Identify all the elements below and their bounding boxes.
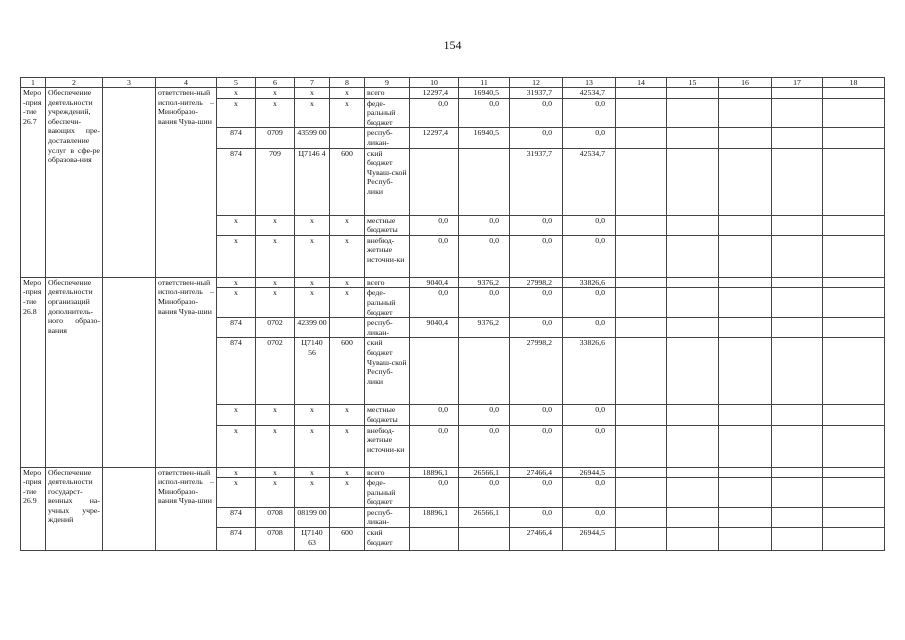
expense-group: 600 (330, 528, 365, 551)
target-article: х (295, 288, 330, 318)
empty-cell-col-15 (667, 98, 719, 128)
empty-cell-col-18 (823, 467, 885, 478)
amount-year-4: 0,0 (563, 98, 616, 128)
empty-cell-col-15 (667, 425, 719, 467)
grbs-code: х (217, 98, 256, 128)
empty-cell-col-16 (719, 277, 772, 288)
empty-cell-col-15 (667, 528, 719, 551)
funding-source: феде-ральный бюджет (365, 288, 410, 318)
amount-year-3: 0,0 (510, 235, 563, 277)
amount-year-2 (459, 148, 510, 215)
column-number-12: 12 (510, 78, 563, 88)
table-row (21, 88, 885, 99)
column-number-6: 6 (256, 78, 295, 88)
empty-cell-col-18 (823, 98, 885, 128)
expense-group (330, 318, 365, 338)
empty-cell-col-17 (772, 215, 823, 235)
column-number-15: 15 (667, 78, 719, 88)
amount-year-3: 27466,4 (510, 467, 563, 478)
target-article: х (295, 215, 330, 235)
amount-year-4: 42534,7 (563, 88, 616, 99)
measure-label: Меро-прия-тие 26.9 (21, 467, 46, 551)
column-number-13: 13 (563, 78, 616, 88)
empty-cell-col-17 (772, 277, 823, 288)
funding-source: всего (365, 277, 410, 288)
column-number-8: 8 (330, 78, 365, 88)
section-code: х (256, 467, 295, 478)
amount-year-1: 12297,4 (410, 88, 459, 99)
empty-cell-col-17 (772, 318, 823, 338)
expense-group: х (330, 98, 365, 128)
amount-year-4: 0,0 (563, 128, 616, 148)
target-article: х (295, 277, 330, 288)
section-code: х (256, 235, 295, 277)
section-code: х (256, 98, 295, 128)
funding-source: внебюд-жетные источни-ки (365, 235, 410, 277)
responsible-executor: ответствен-ный испол-нитель – Минобразо-вания Чува-шии (156, 88, 217, 278)
grbs-code: х (217, 467, 256, 478)
grbs-code: х (217, 288, 256, 318)
measure-title: Обеспечение деятельности государст-венных на-учных учре-ждений (46, 467, 103, 551)
empty-cell-col-16 (719, 338, 772, 405)
amount-year-3: 27998,2 (510, 338, 563, 405)
target-article: Ц7140 63 (295, 528, 330, 551)
target-article: х (295, 88, 330, 99)
amount-year-2: 9376,2 (459, 318, 510, 338)
amount-year-4: 0,0 (563, 235, 616, 277)
grbs-code: 874 (217, 338, 256, 405)
amount-year-1: 9040,4 (410, 318, 459, 338)
amount-year-1: 9040,4 (410, 277, 459, 288)
column-number-5: 5 (217, 78, 256, 88)
amount-year-3: 31937,7 (510, 148, 563, 215)
grbs-code: 874 (217, 318, 256, 338)
empty-cell-col-16 (719, 215, 772, 235)
column-number-10: 10 (410, 78, 459, 88)
empty-cell-col-15 (667, 215, 719, 235)
section-code: х (256, 215, 295, 235)
expense-group: 600 (330, 148, 365, 215)
empty-cell-col-14 (616, 88, 667, 99)
amount-year-4: 26944,5 (563, 528, 616, 551)
responsible-executor: ответствен-ный испол-нитель – Минобразо-вания Чува-шии (156, 467, 217, 551)
amount-year-3: 27998,2 (510, 277, 563, 288)
empty-cell-col-15 (667, 277, 719, 288)
amount-year-2: 0,0 (459, 405, 510, 425)
empty-cell-col-14 (616, 318, 667, 338)
section-code: х (256, 425, 295, 467)
measure-label: Меро-прия-тие 26.8 (21, 277, 46, 467)
empty-cell-col-16 (719, 128, 772, 148)
empty-cell-col-16 (719, 148, 772, 215)
amount-year-4: 42534,7 (563, 148, 616, 215)
amount-year-4: 0,0 (563, 425, 616, 467)
grbs-code: х (217, 215, 256, 235)
empty-cell-col-17 (772, 528, 823, 551)
amount-year-4: 0,0 (563, 405, 616, 425)
expense-group: х (330, 277, 365, 288)
expense-group: х (330, 288, 365, 318)
empty-cell-col-15 (667, 467, 719, 478)
empty-cell-col-17 (772, 338, 823, 405)
section-code: х (256, 405, 295, 425)
grbs-code: х (217, 88, 256, 99)
empty-cell-col-18 (823, 128, 885, 148)
expense-group: х (330, 405, 365, 425)
empty-cell (103, 88, 156, 278)
amount-year-2: 26566,1 (459, 467, 510, 478)
column-number-3: 3 (103, 78, 156, 88)
funding-source: всего (365, 88, 410, 99)
amount-year-3: 0,0 (510, 318, 563, 338)
empty-cell-col-17 (772, 98, 823, 128)
amount-year-3: 0,0 (510, 288, 563, 318)
funding-source: феде-ральный бюджет (365, 98, 410, 128)
empty-cell-col-14 (616, 148, 667, 215)
grbs-code: 874 (217, 507, 256, 527)
amount-year-2: 0,0 (459, 288, 510, 318)
amount-year-2: 0,0 (459, 98, 510, 128)
amount-year-3: 0,0 (510, 507, 563, 527)
target-article: 43599 00 (295, 128, 330, 148)
empty-cell-col-14 (616, 478, 667, 508)
amount-year-1: 18896,1 (410, 507, 459, 527)
empty-cell-col-16 (719, 98, 772, 128)
column-number-4: 4 (156, 78, 217, 88)
column-number-17: 17 (772, 78, 823, 88)
target-article: х (295, 425, 330, 467)
empty-cell-col-17 (772, 467, 823, 478)
expense-group: х (330, 215, 365, 235)
expense-group (330, 128, 365, 148)
expense-group: х (330, 478, 365, 508)
empty-cell-col-16 (719, 88, 772, 99)
target-article: Ц7146 4 (295, 148, 330, 215)
funding-source: респуб-ликан- (365, 507, 410, 527)
empty-cell-col-14 (616, 235, 667, 277)
empty-cell-col-15 (667, 128, 719, 148)
empty-cell-col-15 (667, 235, 719, 277)
amount-year-1: 0,0 (410, 215, 459, 235)
amount-year-4: 0,0 (563, 215, 616, 235)
funding-source: ский бюджет (365, 528, 410, 551)
section-code: 0709 (256, 128, 295, 148)
amount-year-4: 0,0 (563, 318, 616, 338)
amount-year-2: 0,0 (459, 425, 510, 467)
empty-cell-col-18 (823, 235, 885, 277)
section-code: 0702 (256, 318, 295, 338)
empty-cell-col-14 (616, 215, 667, 235)
grbs-code: х (217, 425, 256, 467)
funding-source: респуб-ликан- (365, 128, 410, 148)
empty-cell-col-17 (772, 148, 823, 215)
funding-source: местные бюджеты (365, 215, 410, 235)
empty-cell-col-14 (616, 507, 667, 527)
grbs-code: х (217, 478, 256, 508)
amount-year-1: 0,0 (410, 478, 459, 508)
amount-year-4: 33826,6 (563, 338, 616, 405)
amount-year-2 (459, 338, 510, 405)
empty-cell-col-17 (772, 235, 823, 277)
target-article: 42399 00 (295, 318, 330, 338)
expense-group: х (330, 425, 365, 467)
empty-cell-col-14 (616, 425, 667, 467)
empty-cell-col-17 (772, 425, 823, 467)
amount-year-3: 31937,7 (510, 88, 563, 99)
empty-cell-col-16 (719, 507, 772, 527)
grbs-code: 874 (217, 528, 256, 551)
empty-cell-col-14 (616, 338, 667, 405)
target-article: х (295, 467, 330, 478)
empty-cell-col-15 (667, 148, 719, 215)
empty-cell-col-15 (667, 405, 719, 425)
empty-cell-col-18 (823, 507, 885, 527)
section-code: х (256, 277, 295, 288)
column-number-16: 16 (719, 78, 772, 88)
funding-source: ский бюджет Чуваш-ской Респуб-лики (365, 148, 410, 215)
amount-year-3: 0,0 (510, 478, 563, 508)
table-row (21, 467, 885, 478)
column-number-9: 9 (365, 78, 410, 88)
column-number-11: 11 (459, 78, 510, 88)
empty-cell-col-17 (772, 128, 823, 148)
column-number-1: 1 (21, 78, 46, 88)
grbs-code: х (217, 277, 256, 288)
section-code: 0708 (256, 528, 295, 551)
funding-source: ский бюджет Чуваш-ской Респуб-лики (365, 338, 410, 405)
amount-year-2: 26566,1 (459, 507, 510, 527)
empty-cell-col-18 (823, 277, 885, 288)
amount-year-4: 0,0 (563, 507, 616, 527)
empty-cell-col-18 (823, 405, 885, 425)
measure-label: Меро-прия-тие 26.7 (21, 88, 46, 278)
empty-cell-col-16 (719, 528, 772, 551)
grbs-code: 874 (217, 128, 256, 148)
empty-cell-col-14 (616, 98, 667, 128)
budget-table (20, 77, 885, 551)
amount-year-3: 0,0 (510, 215, 563, 235)
empty-cell-col-17 (772, 288, 823, 318)
amount-year-2: 9376,2 (459, 277, 510, 288)
funding-source: феде-ральный бюджет (365, 478, 410, 508)
funding-source: всего (365, 467, 410, 478)
amount-year-1: 12297,4 (410, 128, 459, 148)
empty-cell-col-17 (772, 405, 823, 425)
empty-cell-col-15 (667, 507, 719, 527)
amount-year-4: 26944,5 (563, 467, 616, 478)
column-number-18: 18 (823, 78, 885, 88)
amount-year-1: 0,0 (410, 98, 459, 128)
target-article: х (295, 235, 330, 277)
amount-year-1 (410, 148, 459, 215)
section-code: х (256, 478, 295, 508)
amount-year-2: 0,0 (459, 215, 510, 235)
table-row (21, 277, 885, 288)
amount-year-1: 0,0 (410, 235, 459, 277)
amount-year-2: 0,0 (459, 235, 510, 277)
empty-cell-col-16 (719, 467, 772, 478)
amount-year-3: 0,0 (510, 405, 563, 425)
empty-cell-col-16 (719, 405, 772, 425)
amount-year-1: 0,0 (410, 405, 459, 425)
expense-group: х (330, 88, 365, 99)
empty-cell-col-14 (616, 467, 667, 478)
target-article: 08199 00 (295, 507, 330, 527)
empty-cell-col-18 (823, 318, 885, 338)
empty-cell-col-18 (823, 425, 885, 467)
amount-year-1 (410, 338, 459, 405)
amount-year-3: 0,0 (510, 98, 563, 128)
empty-cell-col-17 (772, 478, 823, 508)
section-code: 0702 (256, 338, 295, 405)
empty-cell (103, 467, 156, 551)
target-article: Ц7140 56 (295, 338, 330, 405)
amount-year-4: 33826,6 (563, 277, 616, 288)
amount-year-3: 0,0 (510, 425, 563, 467)
amount-year-4: 0,0 (563, 288, 616, 318)
measure-title: Обеспечение деятельности организаций дополнитель-ного образо-вания (46, 277, 103, 467)
column-number-14: 14 (616, 78, 667, 88)
responsible-executor: ответствен-ный испол-нитель – Минобразо-вания Чува-шии (156, 277, 217, 467)
column-number-2: 2 (46, 78, 103, 88)
empty-cell-col-18 (823, 148, 885, 215)
amount-year-2: 0,0 (459, 478, 510, 508)
amount-year-2 (459, 528, 510, 551)
empty-cell-col-18 (823, 288, 885, 318)
section-code: 0708 (256, 507, 295, 527)
empty-cell-col-18 (823, 215, 885, 235)
empty-cell-col-14 (616, 528, 667, 551)
empty-cell-col-16 (719, 235, 772, 277)
empty-cell-col-16 (719, 478, 772, 508)
amount-year-4: 0,0 (563, 478, 616, 508)
empty-cell-col-14 (616, 405, 667, 425)
expense-group: 600 (330, 338, 365, 405)
target-article: х (295, 478, 330, 508)
grbs-code: 874 (217, 148, 256, 215)
empty-cell-col-15 (667, 338, 719, 405)
funding-source: местные бюджеты (365, 405, 410, 425)
measure-title: Обеспечение деятельности учреждений, обеспечи-вающих пре-доставление услуг в сфе-ре образова-ния (46, 88, 103, 278)
empty-cell-col-14 (616, 128, 667, 148)
expense-group: х (330, 467, 365, 478)
empty-cell-col-18 (823, 478, 885, 508)
target-article: х (295, 405, 330, 425)
funding-source: респуб-ликан- (365, 318, 410, 338)
amount-year-1: 0,0 (410, 425, 459, 467)
empty-cell-col-16 (719, 425, 772, 467)
empty-cell-col-16 (719, 288, 772, 318)
empty-cell-col-15 (667, 478, 719, 508)
empty-cell-col-16 (719, 318, 772, 338)
empty-cell-col-14 (616, 277, 667, 288)
empty-cell-col-18 (823, 88, 885, 99)
target-article: х (295, 98, 330, 128)
amount-year-2: 16940,5 (459, 128, 510, 148)
empty-cell-col-15 (667, 318, 719, 338)
amount-year-3: 27466,4 (510, 528, 563, 551)
column-number-7: 7 (295, 78, 330, 88)
empty-cell-col-17 (772, 507, 823, 527)
amount-year-3: 0,0 (510, 128, 563, 148)
empty-cell-col-14 (616, 288, 667, 318)
expense-group: х (330, 235, 365, 277)
empty-cell-col-15 (667, 88, 719, 99)
funding-source: внебюд-жетные источни-ки (365, 425, 410, 467)
empty-cell-col-18 (823, 338, 885, 405)
empty-cell (103, 277, 156, 467)
grbs-code: х (217, 235, 256, 277)
amount-year-1: 0,0 (410, 288, 459, 318)
amount-year-1 (410, 528, 459, 551)
expense-group (330, 507, 365, 527)
grbs-code: х (217, 405, 256, 425)
section-code: 709 (256, 148, 295, 215)
amount-year-1: 18896,1 (410, 467, 459, 478)
page-number: 154 (443, 38, 462, 52)
empty-cell-col-17 (772, 88, 823, 99)
column-number-row (21, 78, 885, 88)
section-code: х (256, 88, 295, 99)
empty-cell-col-18 (823, 528, 885, 551)
empty-cell-col-15 (667, 288, 719, 318)
section-code: х (256, 288, 295, 318)
amount-year-2: 16940,5 (459, 88, 510, 99)
